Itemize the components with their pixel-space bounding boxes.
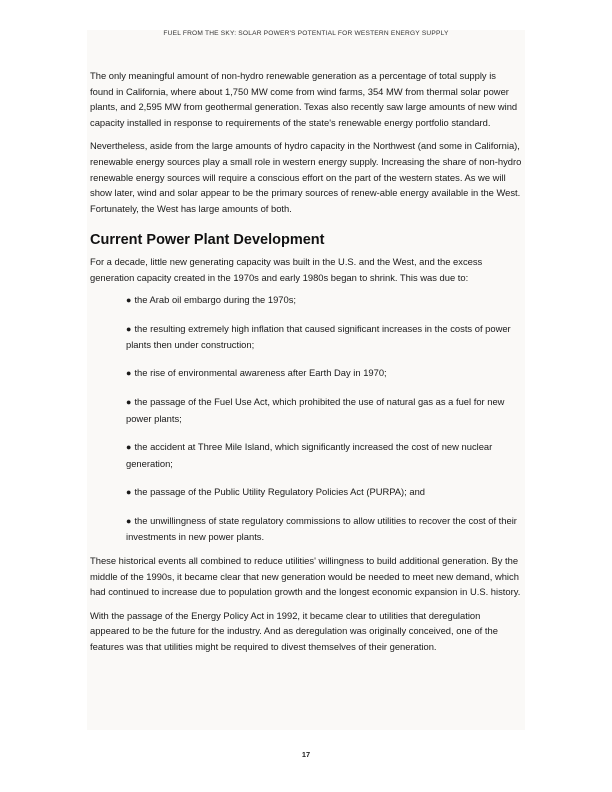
bullet-icon: ●: [126, 515, 132, 526]
list-item-text: the resulting extremely high inflation that caused significant increases in the costs of power plants then under construction;: [126, 322, 511, 351]
list-item-text: the passage of the Fuel Use Act, which prohibited the use of natural gas as a fuel for new power plants;: [126, 396, 505, 424]
list-item-text: the rise of environmental awareness after Earth Day in 1970;: [134, 367, 387, 379]
paragraph: Nevertheless, aside from the large amounts of hydro capacity in the Northwest (and some in California), renewable energy sources play a small role in western energy supply. Increasing the share of non-hydro renewable energy sources will require a conscious effort on the part of the western states. As we will show later, wind and solar appear to be the primary sources of renew-able energy available in the West. Fortunately, the West has large amounts of both.: [90, 140, 522, 214]
list-item: [126, 484, 521, 501]
list-item: [126, 292, 521, 309]
list-item: [126, 513, 521, 545]
paragraph: The only meaningful amount of non-hydro renewable generation as a percentage of total supply is found in California, where about 1,750 MW come from wind farms, 354 MW from thermal solar power plants, and 2,595 MW from geothermal generation. Texas also recently saw large amounts of new wind capacity installed in response to requirements of the state's renewable energy portfolio standard.: [90, 70, 518, 128]
list-item-text: the unwillingness of state regulatory commissions to allow utilities to recover the cost of their investments in new power plants.: [126, 514, 517, 543]
running-header: FUEL FROM THE SKY: SOLAR POWER'S POTENTIAL FOR WESTERN ENERGY SUPPLY: [163, 30, 449, 37]
bullet-icon: ●: [126, 486, 132, 497]
list-item: [126, 439, 521, 471]
paragraph: With the passage of the Energy Policy Act in 1992, it became clear to utilities that deregulation appeared to be the future for the industry. And as deregulation was originally conceived, one of the features was that utilities might be required to divest themselves of their generation.: [90, 609, 498, 653]
bullet-icon: ●: [126, 294, 132, 305]
section-heading: Current Power Plant Development: [90, 232, 325, 249]
page-body: [90, 68, 522, 663]
section-intro: For a decade, little new generating capacity was built in the U.S. and the West, and the excess generation capacity created in the 1970s and early 1980s began to shrink. This was due to:: [90, 256, 483, 283]
list-item: [126, 321, 521, 353]
list-item: [126, 365, 521, 382]
list-item-text: the Arab oil embargo during the 1970s;: [134, 293, 297, 305]
bullet-list: [90, 292, 521, 546]
bullet-icon: ●: [126, 368, 132, 379]
paragraph: These historical events all combined to reduce utilities' willingness to build additional generation. By the middle of the 1990s, it became clear that new generation would be needed to meet new demand, which had continued to increase due to population growth and the longest economic expansion in U.S. history.: [90, 555, 521, 598]
page-number: 17: [301, 750, 311, 759]
bullet-icon: ●: [126, 442, 132, 453]
list-item-text: the accident at Three Mile Island, which significantly increased the cost of new nuclear generation;: [126, 441, 493, 469]
bullet-icon: ●: [126, 323, 132, 334]
list-item: [126, 394, 521, 426]
bullet-icon: ●: [126, 397, 132, 408]
list-item-text: the passage of the Public Utility Regulatory Policies Act (PURPA); and: [134, 485, 426, 497]
